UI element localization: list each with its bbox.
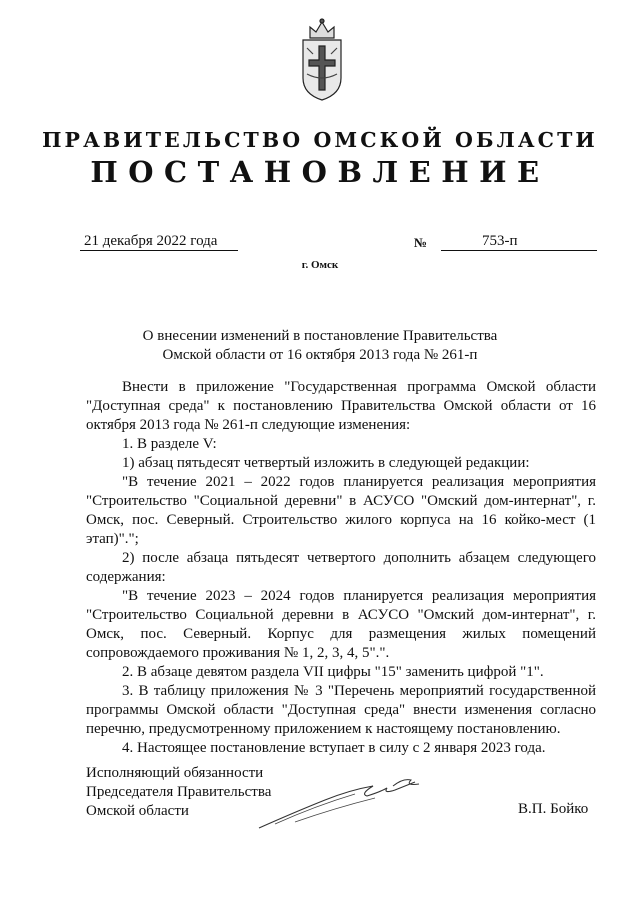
date-underline [80,250,238,251]
number-underline [441,250,597,251]
coat-of-arms-icon [297,18,347,102]
document-subject [110,327,530,365]
body-paragraph: Внести в приложение "Государственная программа Омской области "Доступная среда" к постановлению Правительства Омской области от 16 октября 2013 года № 261-п следующие изменения: [86,379,596,433]
handwritten-signature [255,772,425,832]
number-label: № [414,235,428,250]
signatory-name: В.П. Бойко [518,801,589,817]
government-title: ПРАВИТЕЛЬСТВО ОМСКОЙ ОБЛАСТИ [42,128,598,152]
body-paragraph: 2. В абзаце девятом раздела VII цифры "15" заменить цифрой "1". [122,664,544,680]
document-city: г. Омск [301,259,339,271]
body-paragraph: "В течение 2021 – 2022 годов планируется реализация мероприятия "Строительство "Социальной деревни" в АСУСО "Омский дом-интернат", г. Омск, пос. Северный. Строительство жилого корпуса на 16 койко-мест (1 этап)"."; [86,474,596,547]
body-paragraph: 2) после абзаца пятьдесят четвертого дополнить абзацем следующего содержания: [86,550,596,585]
body-paragraph: 1. В разделе V: [122,436,217,452]
body-paragraph: 4. Настоящее постановление вступает в силу с 2 января 2023 года. [122,740,546,756]
body-paragraph: 1) абзац пятьдесят четвертый изложить в следующей редакции: [122,455,530,471]
signatory-position [86,764,271,821]
position-line: Исполняющий обязанности [86,765,264,781]
document-number: 753-п [482,233,518,249]
subject-line: О внесении изменений в постановление Правительства [142,328,498,344]
body-paragraph: "В течение 2023 – 2024 годов планируется реализация мероприятия "Строительство Социальной деревни в АСУСО "Омский дом-интернат", г. Омск, пос. Северный. Корпус для размещения жилых помещений сопровождаемого проживания № 1, 2, 3, 4, 5".". [86,588,596,661]
position-line: Председателя Правительства [86,784,272,800]
body-paragraph: 3. В таблицу приложения № 3 "Перечень мероприятий государственной программы Омской области "Доступная среда" внести изменения согласно перечню, предусмотренному приложением к настоящему постановлению. [86,683,596,737]
position-line: Омской области [86,803,189,819]
document-body [86,378,596,758]
document-type: ПОСТАНОВЛЕНИЕ [90,155,550,189]
subject-line: Омской области от 16 октября 2013 года № 261-п [162,347,478,363]
document-date: 21 декабря 2022 года [84,233,218,249]
